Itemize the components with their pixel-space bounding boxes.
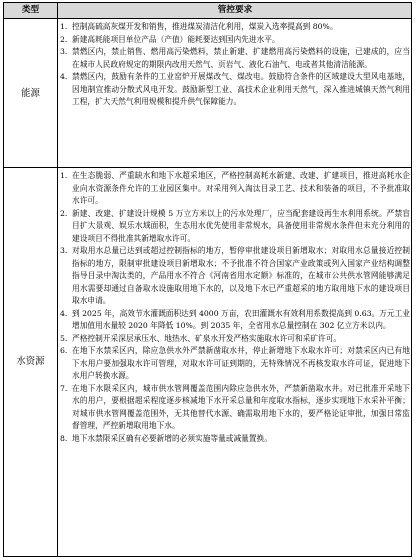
header-requirement: 管控要求 — [217, 5, 253, 15]
list-item: 3. 禁燃区内，禁止销售、燃用高污染燃料，禁止新建、扩建燃用高污染燃料的设施，已建成的，应当在城市人民政府规定的期限内改用天然气、页岩气、液化石油气、电或者其他清洁能源。 — [60, 47, 410, 69]
row-divider — [4, 167, 411, 168]
column-divider — [57, 3, 58, 556]
list-item: 7. 在地下水限采区内，城市供水管网覆盖范围内除应急供水外，严禁新凿取水井。对已批准开采地下水的用户，要根据超采程度逐步核减地下水开采总量和年度取水指标，逐步实现地下水采补平衡；对城市供水管网覆盖范围外，无其他替代水源、确需取用地下水的，要严格论证审批，加强日常监督管理，严控新增取用地下水。 — [60, 383, 410, 430]
list-item: 4. 到 2025 年，高效节水灌溉面积达到 4000 万亩，农田灌溉水有效利用系数提高到 0.63。万元工业增加值用水量较 2020 年降低 10%。到 2035 年，全省用水总量控制在 302 亿立方米以内。 — [60, 308, 410, 330]
list-item: 5. 严格控制开采深层承压水、地热水、矿泉水开发严格实施取水许可和采矿许可。 — [60, 333, 342, 343]
list-item: 2. 新建高耗能项目单位产品（产值）能耗要达到国内先进水平。 — [60, 34, 280, 44]
list-item: 4. 禁燃区内，鼓励有条件的工业窑炉开展煤改气、煤改电。鼓励符合条件的区域建设大型风电基地，因地制宜推动分散式风电开发。鼓励新型工业、高技术企业利用天然气，深入推进城镇天然气利用工程，扩大天然气利用规模和提升供气保障能力。 — [60, 72, 410, 106]
list-item: 1. 控制高硫高灰煤开发和销售，推进煤炭清洁化利用，煤炭入选率提高到 80%。 — [60, 22, 338, 31]
energy-requirements — [60, 21, 410, 109]
table-header — [4, 3, 411, 19]
water-requirements — [60, 170, 410, 445]
list-item: 1. 在生态脆弱、严重缺水和地下水超采地区，严格控制高耗水新建、改建、扩建项目，推进高耗水企业向水资源条件允许的工业园区集中。对采用列入淘汰目录工艺、技术和装备的项目，不予批准取水许可。 — [60, 171, 410, 205]
list-item: 8. 地下水禁限采区确有必要新增的必须实施等量或减量置换。 — [60, 433, 272, 443]
category-energy: 能源 — [21, 88, 40, 99]
list-item: 2. 新建、改建、扩建设计规模 5 万立方米以上的污水处理厂，应当配套建设再生水利用系统。严禁盲目扩大景观、娱乐水域面积，生态用水优先使用非常规水，具备使用非常规水条件但未充分利用的建设项目不得批准其新增取水许可。 — [60, 208, 410, 243]
control-requirements-table — [3, 2, 412, 557]
category-water: 水资源 — [16, 356, 45, 367]
list-item: 3. 对取用水总量已达到或超过控制指标的地方，暂停审批建设项目新增取水；对取用水总量接近控制指标的地方，限制审批建设项目新增取水；不予批准不符合国家产业政策或列入国家产业结构调整指导目录中淘汰类的，产品用水不符合《河南省用水定额》标准的，在城市公共供水管网能够满足用水需要却通过自备取水设施取用地下水的，以及地下水已严重超采的地方取用地下水的建设项目取水申请。 — [60, 246, 410, 305]
header-category: 类型 — [21, 5, 40, 15]
list-item: 6. 在地下水禁采区内，除应急供水外严禁新凿取水井，停止新增地下水取水许可；对禁采区内已有地下水用户要加强取水许可管理，对取水许可证到期的，无特殊情况不再核发取水许可证，促进地下水用户转换水源。 — [60, 346, 410, 380]
